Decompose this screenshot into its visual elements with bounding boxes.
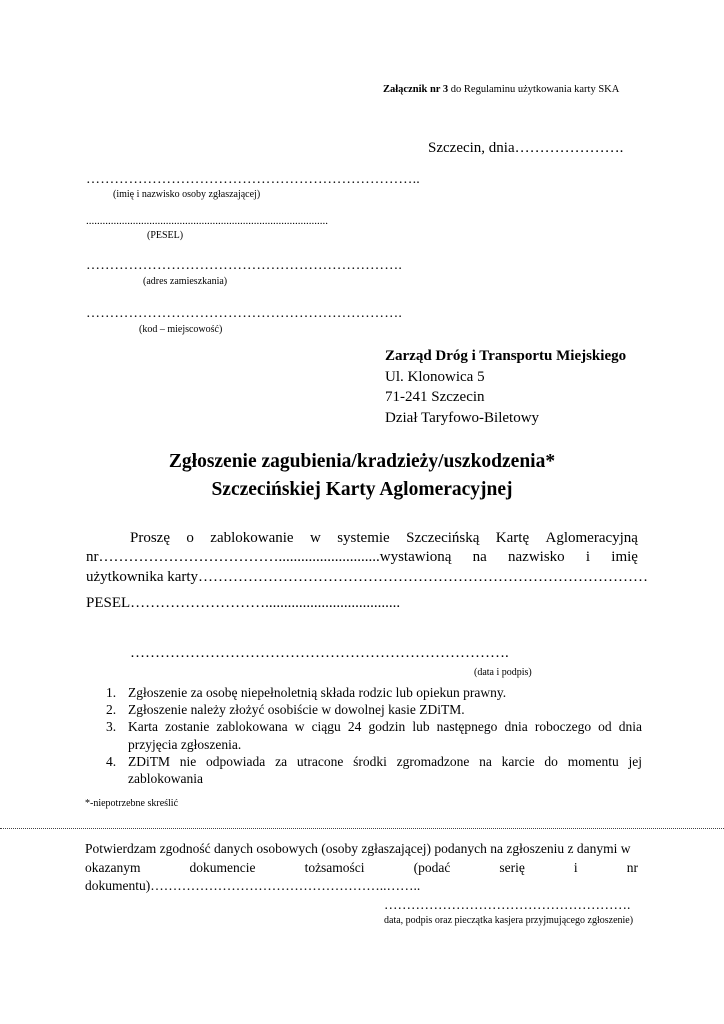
word: systemie: [337, 530, 390, 546]
place-date-field[interactable]: Szczecin, dnia………………….: [428, 140, 624, 156]
document-title-line2: Szczecińskiej Karty Aglomeracyjnej: [211, 479, 513, 500]
signature-caption: (data i podpis): [474, 667, 532, 678]
recipient-street: Ul. Klonowica 5: [385, 368, 485, 385]
confirmation-line-2: [85, 859, 638, 878]
word: nazwisko: [508, 549, 565, 565]
word: Szczecińską: [406, 530, 480, 546]
applicant-address-caption: (adres zamieszkania): [143, 276, 228, 287]
cashier-signature-field[interactable]: ……………………………………………….: [384, 897, 631, 912]
list-number: 4.: [106, 753, 117, 769]
list-number: 2.: [106, 702, 117, 718]
recipient-name: Zarząd Dróg i Transportu Miejskiego: [385, 348, 627, 364]
applicant-postcode-field[interactable]: ………………………………………………………….: [86, 306, 403, 321]
card-user-pesel-field[interactable]: PESEL………………………....................................: [86, 595, 401, 611]
word: na: [472, 549, 487, 565]
confirmation-line-1: Potwierdzam zgodność danych osobowych (osoby zgłaszającej) podanych na zgłoszeniu z danymi w: [85, 841, 631, 856]
recipient-city: 71-241 Szczecin: [385, 389, 485, 405]
list-item: [106, 718, 642, 752]
word: Kartę: [495, 530, 530, 546]
signature-field[interactable]: ………………………………………………………………….: [130, 645, 509, 661]
word: Aglomeracyjną: [545, 530, 638, 546]
list-text: ZDiTM nie odpowiada za utracone środki zgromadzone na karcie do momentu jej zablokowania: [128, 753, 642, 787]
list-item: [106, 701, 642, 718]
cut-line-divider: [0, 828, 724, 829]
id-document-field[interactable]: dokumentu)……………………………………………..……..: [85, 878, 421, 893]
footnote: *-niepotrzebne skreślić: [85, 798, 179, 809]
list-number: 1.: [106, 685, 117, 700]
word: zablokowanie: [210, 530, 294, 546]
attachment-number: Załącznik nr 3: [383, 84, 449, 95]
word: i: [585, 549, 591, 565]
word: okazanym: [85, 859, 141, 875]
card-user-field[interactable]: użytkownika karty………………………………………………………………………………: [86, 569, 649, 585]
recipient-department: Dział Taryfowo-Biletowy: [385, 409, 540, 426]
cashier-signature-caption: data, podpis oraz pieczątka kasjera przyjmującego zgłoszenie): [384, 915, 634, 926]
word: Proszę: [130, 530, 170, 546]
rules-list: [106, 684, 642, 787]
list-text: Zgłoszenie należy złożyć osobiście w dowolnej kasie ZDiTM.: [128, 702, 465, 718]
applicant-name-caption: (imię i nazwisko osoby zgłaszającej): [113, 189, 261, 200]
applicant-pesel-caption: (PESEL): [147, 230, 184, 241]
word: tożsamości: [304, 859, 365, 875]
request-line-1: [130, 530, 638, 547]
recipient-block: [385, 346, 626, 428]
document-title-line1: Zgłoszenie zagubienia/kradzieży/uszkodzenia*: [168, 451, 556, 472]
applicant-address-field[interactable]: ………………………………………………………….: [86, 258, 403, 273]
list-item: [106, 753, 642, 787]
request-line-2[interactable]: [86, 549, 638, 566]
list-text: Zgłoszenie za osobę niepełnoletnią składa rodzic lub opiekun prawny.: [128, 685, 507, 700]
list-text: Karta zostanie zablokowana w ciągu 24 godzin lub następnego dnia roboczego od dnia przyjęcia zgłoszenia.: [128, 719, 642, 752]
word: i: [573, 859, 578, 875]
word: imię: [611, 549, 638, 565]
applicant-name-field[interactable]: ……………………………………………………………..: [86, 172, 420, 187]
word: o: [186, 530, 194, 546]
word: w: [309, 530, 321, 546]
confirmation-block: [85, 840, 640, 896]
list-number: 3.: [106, 719, 117, 735]
card-number-field[interactable]: nr………………………………...........................wystawioną: [86, 549, 452, 565]
list-item: [106, 684, 642, 701]
attachment-regulation: do Regulaminu użytkowania karty SKA: [448, 84, 620, 95]
word: nr: [626, 859, 638, 875]
applicant-postcode-caption: (kod – miejscowość): [139, 324, 223, 335]
attachment-reference: [383, 84, 619, 95]
word: serię: [499, 859, 525, 875]
word: dokumencie: [189, 859, 256, 875]
applicant-pesel-field[interactable]: ........................................................................................: [86, 215, 328, 227]
word: (podać: [413, 859, 451, 875]
